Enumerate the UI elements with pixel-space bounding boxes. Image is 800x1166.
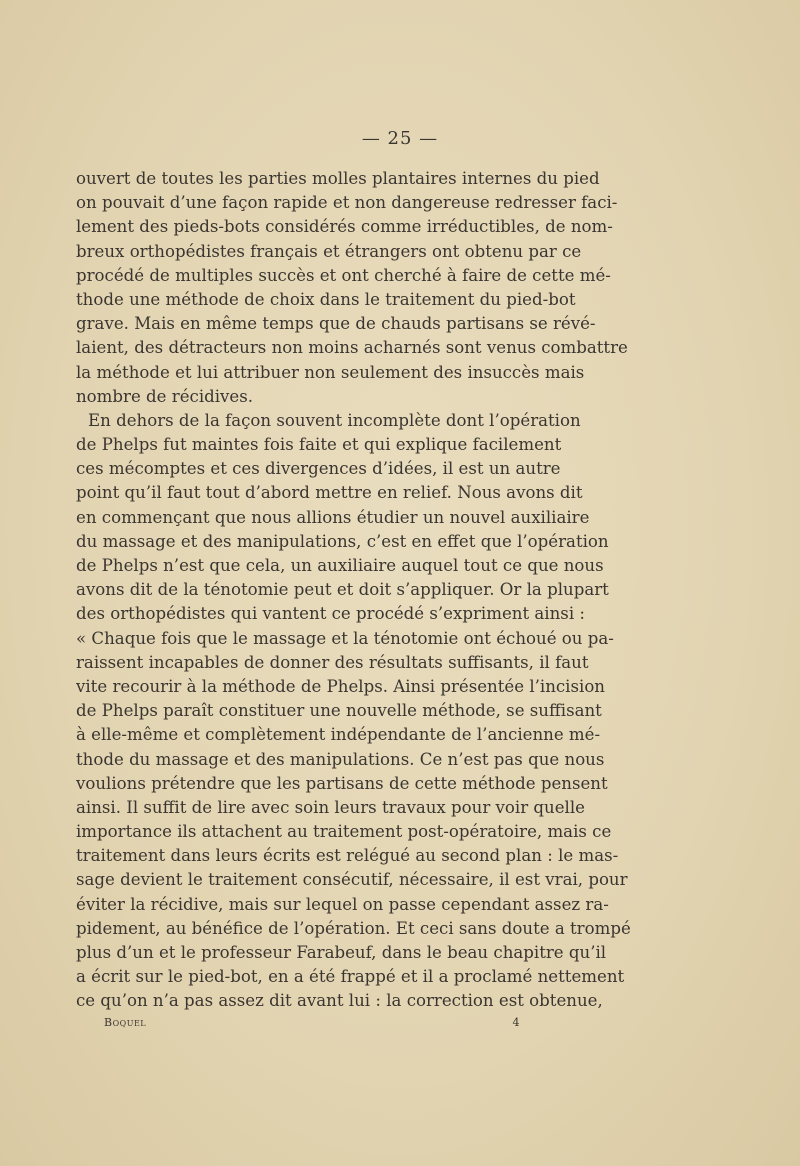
footer-signature-mark: 4 <box>512 1016 520 1029</box>
text-line: raissent incapables de donner des résultats suffisants, il faut <box>76 652 589 672</box>
text-line: breux orthopédistes français et étrangers ont obtenu par ce <box>76 241 582 261</box>
text-line: importance ils attachent au traitement post-opératoire, mais ce <box>76 822 612 842</box>
text-line: point qu’il faut tout d’abord mettre en relief. Nous avons dit <box>76 483 583 503</box>
text-line: plus d’un et le professeur Farabeuf, dans le beau chapitre qu’il <box>76 943 607 962</box>
text-line: nombre de récidives. <box>76 386 254 406</box>
text-line: de Phelps paraît constituer une nouvelle méthode, se suffisant <box>76 701 602 721</box>
text-line: thode une méthode de choix dans le traitement du pied-bot <box>76 289 576 309</box>
text-line: à elle-même et complètement indépendante de l’ancienne mé- <box>76 725 601 745</box>
text-line: ces mécomptes et ces divergences d’idées, il est un autre <box>76 459 561 479</box>
text-line: de Phelps n’est que cela, un auxiliaire auquel tout ce que nous <box>76 556 604 575</box>
text-line: traitement dans leurs écrits est relégué au second plan : le mas- <box>76 846 619 866</box>
text-line: on pouvait d’une façon rapide et non dangereuse redresser faci- <box>76 193 618 213</box>
body-text <box>76 167 631 1014</box>
text-line: lement des pieds-bots considérés comme irréductibles, de nom- <box>76 217 613 237</box>
footer-author: Boquel <box>104 1016 147 1029</box>
page-number: — 25 — <box>361 128 439 149</box>
text-line: des orthopédistes qui vantent ce procédé s’expriment ainsi : <box>76 604 585 624</box>
text-line: ouvert de toutes les parties molles plantaires internes du pied <box>76 169 600 188</box>
text-line: laient, des détracteurs non moins acharnés sont venus combattre <box>76 338 628 358</box>
text-line: voulions prétendre que les partisans de cette méthode pensent <box>76 773 608 793</box>
text-line: ainsi. Il suffit de lire avec soin leurs travaux pour voir quelle <box>76 797 585 817</box>
text-line: procédé de multiples succès et ont cherché à faire de cette mé- <box>76 265 611 285</box>
text-line: grave. Mais en même temps que de chauds partisans se révé- <box>76 314 596 334</box>
text-line: thode du massage et des manipulations. Ce n’est pas que nous <box>76 749 605 769</box>
text-line: En dehors de la façon souvent incomplète dont l’opération <box>88 410 581 430</box>
text-line: « Chaque fois que le massage et la ténotomie ont échoué ou pa- <box>76 628 614 648</box>
text-line: du massage et des manipulations, c’est en effet que l’opération <box>76 531 609 551</box>
text-line: ce qu’on n’a pas assez dit avant lui : la correction est obtenue, <box>76 991 603 1011</box>
text-line: la méthode et lui attribuer non seulement des insuccès mais <box>76 362 585 382</box>
text-line: a écrit sur le pied-bot, en a été frappé et il a proclamé nettement <box>76 967 625 987</box>
text-line: sage devient le traitement consécutif, nécessaire, il est vrai, pour <box>76 870 628 890</box>
text-line: éviter la récidive, mais sur lequel on passe cependant assez ra- <box>76 894 609 914</box>
text-line: en commençant que nous allions étudier un nouvel auxiliaire <box>76 507 590 527</box>
text-line: avons dit de la ténotomie peut et doit s’appliquer. Or la plupart <box>76 580 609 600</box>
text-line: vite recourir à la méthode de Phelps. Ainsi présentée l’incision <box>76 676 605 696</box>
text-line: de Phelps fut maintes fois faite et qui explique facilement <box>76 435 562 455</box>
text-line: pidement, au bénéfice de l’opération. Et ceci sans doute a trompé <box>76 918 631 938</box>
